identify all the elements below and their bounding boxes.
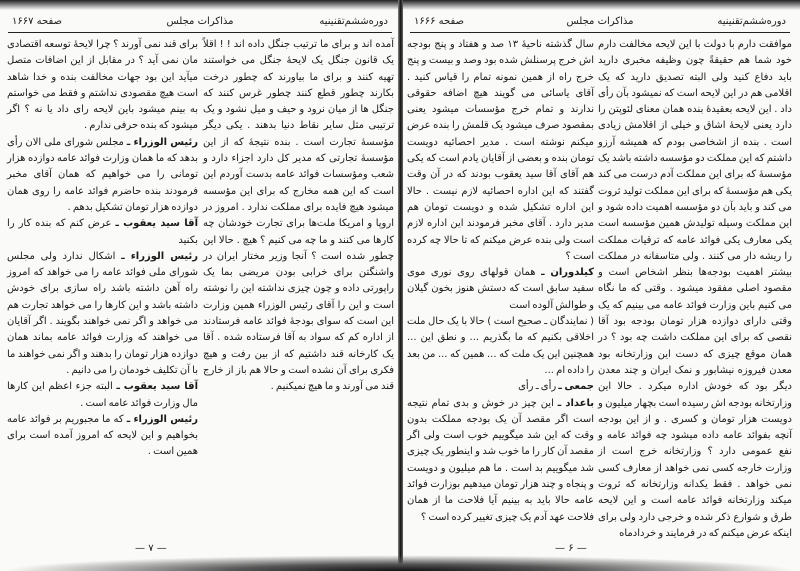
paragraph: باعداد ـ این چیز در خوش و بدی تمام نتیجه است اگر مقصد آن یک بودجه مملکت بدون وقت که این شد میگوییم خوب است ولی اگر مقصد آن کار را ما خوب شد و اینطور یک چیزی شد میگوییم بد است . ما هم میلیون و دویست و پنجاه و چند هزار تومان میدهیم بوزارت فوائد عامه حالا باید به بینیم آیا فلاحت ما از همان فلاحت عهد آدم یک چیزی تغییر کرده است ؟ [407, 397, 594, 523]
left-page-right-column [203, 37, 394, 396]
right-page-footer: — ۶ — [555, 543, 587, 554]
paragraph: آمده اند و برای ما ترتیب جنگل داده اند ! ! اقلاً یک قانون جنگل یک لایحهٔ جنگل می خواستند تهیه کنند و برای ما بیاورند که چطور درخت بکارند چطور قطع کنند چطور غرس کنند که جنگل ها از میان نرود و حیف و میل نشود و یک ترتیبی مثل سایر نقاط دنیا بدهند . یکی دیگر مؤسسهٔ تجارت است . بنده نتیجهٔ که از این مؤسسهٔ تجارتی که مدیر کل دارد اجزاء دارد و شعب ومؤسسات فوائد عامه بدست آوردم این است که این همه مخارج که برای این مؤسسه میشود هیچ فایده برای مملکت ندارد . امروز در اروپا و امریکا ملت‌ها برای تجارت خودشان چه کارها می کنند و ما چه می کنیم ؟ هیچ . حالا این چطور شده است ؟ آنجا وزیر مختار ایران در واشنگتن برای خرابی بودن مریضی بما یک راپورتی داده و چون چیزی نداشته این را نوشته است و این را آقای رئیس الوزراء همین وزارت این است که سوای بودجهٔ فوائد عامه فرستادند از اداره کم که سواد به آقا فرستاده شده . آقا یک کارخانه قند داشتیم که از بین رفت و هیچ فکری برای آن نشده است و حالا هم باز از خارج قند می آورند و ما هیچ نمیکنیم . [203, 39, 394, 393]
header-title: مذاکرات مجلس [566, 16, 634, 27]
paragraph: جمعی ـ رأی ـ رأی [518, 381, 594, 393]
page-number-label: صفحه ۱۶۶۶ [414, 16, 465, 27]
paragraph: ( نمایندگان ـ صحیح است ) حالا با یک حال ملت اخلاقی بکنیم که ما بگذریم ... و نطق این ... همچنین این یک ملت که ... همین که ... من بعد را داده ام ... [407, 316, 594, 376]
paragraph: آقا سید یعقوب ـ البته جزء اعظم این کارها مال وزارت فوائد عامه است . [7, 381, 198, 409]
header-title: مذاکرات مجلس [166, 16, 234, 27]
paragraph: رئیس الوزراء ـ اشکال ندارد ولی مجلس شورای ملی فوائد عامه را می خواهد که امروز راه آهن داشته باشد راه سازی برای خودش داشته باشد و این کارها را می خواهد تجارت هم می خواهد و اگر نمی خواهند بگویند . اگر آقایان می خواهند که وزارت فوائد عامه بماند همان دوازده هزار تومان را بدهند و اگر نمی خواهند ما با آن تکلیف خودمان را می دانیم . [7, 250, 198, 376]
paragraph: موافقت دارم با دولت با این لایحه مخالفت دارم خود شما هم حقیقةً چون وظیفه مخبری دارید باید دفاع کنید ولی البته تصدیق دارید که یک اقلامی هم در این لایحه است که نمیشود بآن رأی داد . این لایحه بعقیدهٔ بنده همان معنای لئوپتن را دارد یعنی لایحهٔ اشاق و خیلی از اقلامش زیادی است . بنده از اشخاصی بودم که همیشه آرزو داشتم که این مملکت دو مؤسسه داشته باشد یک مؤسسهٔ که برای این مملکت آدم درست می کند یکی هم مؤسسهٔ که برای این مملکت تولید ثروت می کند و باید بآن دو مؤسسه اهمیت داده شود و این مملکت وسیله تولیدش همین مؤسسه است یکی معارف یکی فوائد عامه که ترقیات مملکت را ریشه دار می کنند . ولی متاسفانه در مملکت بیشتر اهمیت بودجه‌ها بنظر اشخاص است و مقصود اصلی مفقود میشود . وقتی که ما نگاه می کنیم باین وزارت فوائد عامه می بینیم که یک وقتی دارای دوازده هزار تومان بودجه بود آقا نقصی که برای این مملکت داشت چه بود ؟ در همان موقع چیزی که دست این وزارتخانه بود معدن فیروزه نیشابور و نمک ایران و چند معدن دیگر بود که خودش اداره میکرد . حالا این وزارتخانه بودجه اش رسیده است بچهار میلیون و دویست هزار تومان و کسری . و از این بودجه آنچه بفوائد عامه داده میشود چه فوائد عامه و نفع عمومی دارد ؟ وزارتخانه خرج است از وزارت خارجه کسی نمی خواهد از معارف کسی نمی خواهد . فقط یکدانه وزارتخانه که ثروت میکند وزارتخانه فوائد عامه است و این لایحه طرق و شوارع ذکر شده و خرجی دارد ولی برای اینکه عرض میکنم که در فرمایند و خردادماه [598, 39, 792, 539]
left-page-left-column [7, 37, 198, 461]
paragraph: سال گذشته ناحیهٔ ۱۳ صد و هفتاد و پنج بودجه اش خرج پرسنلش شده بود وصد و بیست و پنج خرج راه از همین نمونه تمام را قیاس کنید . آقای یاسائی می گویند هیچ اضافه حقوقی ندارند و تمام خرج مؤسسات میشود یعنی بمقصود صرف میشود یک قلمش را بنده عرض میکنم نوشته است . مدیر احصائیه دویست تومان بنده و بعضی از آقایان یادم است که یکی هم آقای آقا سید یعقوب بودند که در آن وقت گفتند که این اداره احصائیه لازم نیست . حالا این اداره تشکیل شده و دویست تومان هم مدیر دارد . آقای مخبر فرمودند این اداره لازم است ولی بنده عرض میکنم که تا حالا چه کرده است ؟ [407, 39, 595, 262]
paragraph: کیلدوران ـ همان قولهای روی نوری موی سفید سابق است که دستش هنوز بخون گیلان و طوالش آلوده است [407, 267, 595, 311]
scan-bottom-shadow [0, 555, 800, 571]
right-page-header [410, 12, 790, 33]
right-page-left-column [407, 37, 594, 526]
left-page-footer: — ۷ — [135, 543, 167, 554]
book-spine [398, 0, 403, 571]
paragraph: رئیس الوزراء ـ مجلس شورای ملی الان رأی بدهد که ما همان وزارت فوائد عامه دوازده هزار تومانی را می خواهیم که همان آقای مخبر فرمودند بنده حاضرم فوائد عامه را روی همان دوازده هزار تومان تشکیل بدهم . [7, 136, 198, 213]
left-page-header [8, 12, 392, 33]
paragraph: آقا سید یعقوب ـ عرض کنم که بنده کار را بکنید [7, 218, 199, 246]
paragraph: رئیس الوزراء ـ که ما مجبوریم بر فوائد عامه بخواهیم و این لایحه که امروز آمده است برای همین است . [7, 413, 198, 458]
page-number-label: صفحه ۱۶۶۷ [12, 16, 63, 27]
right-page-right-column [598, 37, 792, 542]
session-label: دوره‌ششم‌تقنینیه [319, 16, 388, 27]
session-label: دوره‌ششم‌تقنینیه [717, 16, 786, 27]
paragraph: برای قند نمی آورند ؟ چرا لایحهٔ توسعه اقتصادی مان نمی آید ؟ در مقابل از این اضافات متصل میآید این بود جهات مخالفت بنده و خدا شاهد است هیچ مقصودی نداشتم و فقط می خواستم به بینم میشود باین لایحه رای داد یا نه ؟ اگر میشود که بنده حرفی ندارم . [7, 39, 198, 132]
